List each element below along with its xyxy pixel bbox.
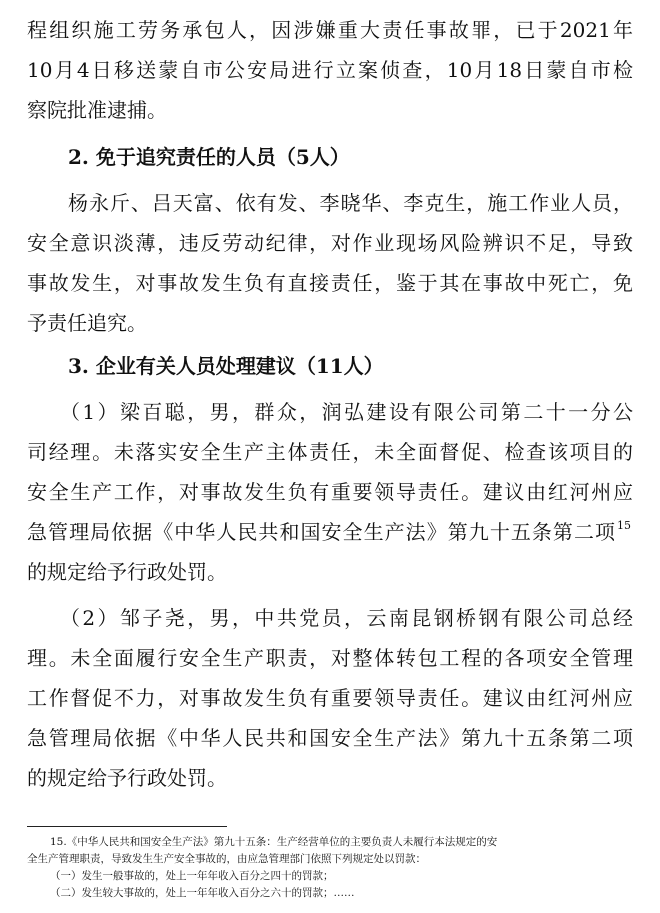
paragraph-line: 察院批准逮捕。: [27, 98, 167, 122]
paragraph-line: 司经理。未落实安全生产主体责任，未全面督促、检查该项目的: [27, 440, 633, 464]
footnote-line: 全生产管理职责，导致发生生产安全事故的，由应急管理部门依照下列规定处以罚款：: [27, 853, 426, 865]
paragraph-line: 杨永斤、吕天富、依有发、李晓华、李克生，施工作业人员，: [68, 191, 633, 215]
paragraph-line: 予责任追究。: [27, 311, 147, 335]
paragraph-line: （2）邹子尧，男，中共党员，云南昆钢桥钢有限公司总经: [60, 606, 633, 630]
paragraph-line: 急管理局依据《中华人民共和国安全生产法》第九十五条第二项: [27, 726, 633, 750]
paragraph-line: 10月4日移送蒙自市公安局进行立案侦查，10月18日蒙自市检: [27, 58, 633, 82]
section-heading: 2. 免于追究责任的人员（5人）: [68, 145, 350, 169]
paragraph-line: 急管理局依据《中华人民共和国安全生产法》第九十五条第二项: [27, 520, 615, 544]
footnote-line: （一）发生一般事故的，处上一年年收入百分之四十的罚款；: [50, 870, 334, 882]
paragraph-line: 工作督促不力，对事故发生负有重要领导责任。建议由红河州应: [27, 686, 633, 710]
footnote-line: （二）发生较大事故的，处上一年年收入百分之六十的罚款；……: [50, 887, 355, 899]
paragraph-line: 的规定给予行政处罚。: [27, 560, 227, 584]
footnote-reference: 15: [617, 519, 631, 532]
paragraph-line: 理。未全面履行安全生产职责，对整体转包工程的各项安全管理: [27, 646, 633, 670]
paragraph-line: 安全意识淡薄，违反劳动纪律，对作业现场风险辨识不足，导致: [27, 231, 633, 255]
section-heading: 3. 企业有关人员处理建议（11人）: [68, 354, 384, 378]
paragraph-line: （1）梁百聪，男，群众，润弘建设有限公司第二十一分公: [60, 400, 633, 424]
footnote-separator: [27, 826, 227, 827]
paragraph-line: 事故发生，对事故发生负有直接责任，鉴于其在事故中死亡，免: [27, 271, 633, 295]
paragraph-line: 的规定给予行政处罚。: [27, 766, 227, 790]
paragraph-line: 安全生产工作，对事故发生负有重要领导责任。建议由红河州应: [27, 480, 633, 504]
footnote-line: 15.《中华人民共和国安全生产法》第九十五条：生产经营单位的主要负责人未履行本法规定的安: [50, 836, 498, 848]
paragraph-line: 程组织施工劳务承包人，因涉嫌重大责任事故罪，已于2021年: [27, 18, 633, 42]
